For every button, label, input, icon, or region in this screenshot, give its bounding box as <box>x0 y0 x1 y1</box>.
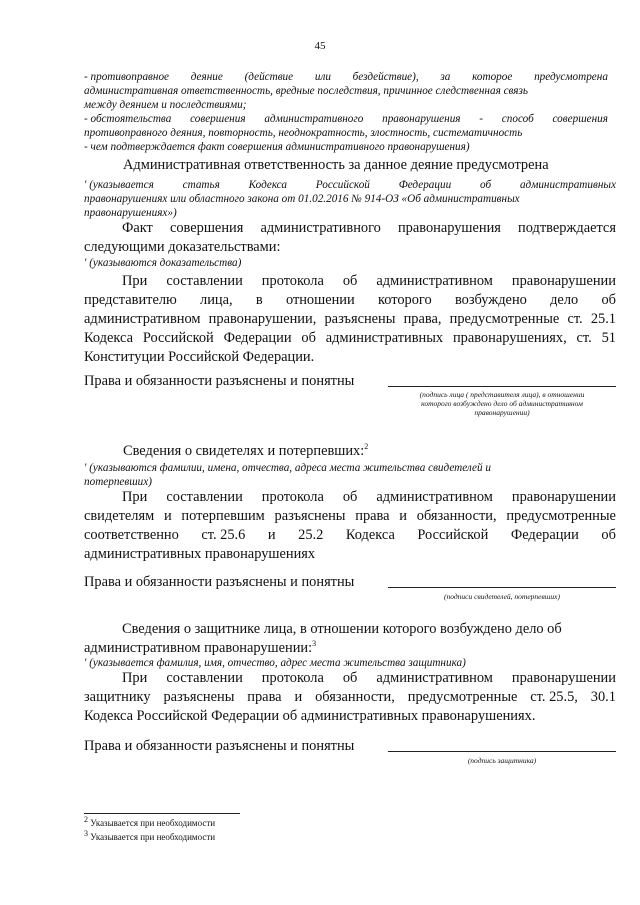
word: протокола <box>261 273 324 289</box>
word: составлении <box>166 489 243 505</box>
defender-line-2 <box>84 688 616 707</box>
word: об <box>601 527 616 543</box>
word: 25.2 <box>298 527 324 543</box>
footnote-2-text: Указывается при необходимости <box>90 818 216 828</box>
evidence-line-1 <box>84 219 616 238</box>
footnote-ref-3: 3 <box>312 639 317 649</box>
intro-line-4 <box>84 112 608 126</box>
word: 30.1 <box>590 689 616 705</box>
word: права, <box>403 311 442 327</box>
word: протокола <box>261 489 324 505</box>
page-number: 45 <box>314 40 326 52</box>
word: Кодекса <box>84 330 133 346</box>
word: права <box>247 689 282 705</box>
word: в <box>255 292 263 308</box>
word: Факт <box>122 220 153 236</box>
word: об <box>601 292 616 308</box>
intro-line-1 <box>84 70 608 84</box>
sign-caption-line-1: (подпись лица ( представителя лица), в отношении <box>419 390 585 399</box>
word: ст. 25.5, <box>530 689 578 705</box>
witnesses-hint-text-1: (указываются фамилии, имена, отчества, адреса места жительства свидетелей и <box>89 462 492 474</box>
liability-hint-line-1 <box>84 178 616 192</box>
word: свидетелям <box>84 508 155 524</box>
witnesses-hint-line-1 <box>84 461 616 475</box>
word: ' (указывается <box>84 179 154 191</box>
word: и <box>163 508 172 524</box>
word: и <box>399 508 407 524</box>
witnesses-heading <box>123 442 368 461</box>
defender-sign-line[interactable] <box>388 750 616 752</box>
word: ст. 25.6 <box>201 527 246 543</box>
liability-hint <box>84 178 616 220</box>
word: - противоправное <box>84 71 170 83</box>
word: Федерации <box>510 527 579 543</box>
word: административном <box>376 489 493 505</box>
word: административном <box>376 273 493 289</box>
witnesses-line-2 <box>84 507 616 526</box>
word: предусмотрена <box>534 71 608 83</box>
word: - обстоятельства <box>84 113 172 125</box>
word: Федерации <box>398 179 452 191</box>
defender-hint <box>84 656 466 670</box>
rights-offender-text <box>84 272 616 367</box>
evidence-hint-text: (указываются доказательства) <box>89 257 242 269</box>
word: разъяснены <box>324 311 396 327</box>
witnesses-hint <box>84 461 616 489</box>
word: представителю <box>84 292 177 308</box>
defender-hint-mark: ' <box>84 657 87 669</box>
rights-offender-line-2 <box>84 291 616 310</box>
word: правонарушения <box>382 113 461 125</box>
word: ст. <box>567 311 583 327</box>
evidence-hint-mark: ' <box>84 257 87 269</box>
intro-line-3: между деянием и последствиями; <box>84 99 247 111</box>
word: потерпевшим <box>181 508 265 524</box>
footnote-2 <box>84 815 216 829</box>
word: составлении <box>166 273 243 289</box>
word: правонарушении, <box>208 311 317 327</box>
word: предусмотренные <box>449 311 560 327</box>
witnesses-hint-mark: ' <box>84 462 87 474</box>
word: административном <box>84 311 201 327</box>
liability-hint-line-2: правонарушениях или областного закона от 01.02.2016 № 914-ОЗ «Об административных <box>84 193 520 205</box>
word: При <box>122 670 148 686</box>
word: административном <box>376 670 493 686</box>
word: дело <box>550 292 579 308</box>
word: - <box>479 113 484 125</box>
evidence-text <box>84 219 616 257</box>
word: Российской <box>315 179 370 191</box>
defender-hint-text: (указывается фамилия, имя, отчество, адрес места жительства защитника) <box>89 657 466 669</box>
word: и <box>267 527 276 543</box>
word: 51 <box>601 330 616 346</box>
word: об <box>480 179 492 191</box>
word: правонарушении <box>511 489 616 505</box>
intro-list <box>84 70 608 154</box>
word: предусмотренные <box>407 689 518 705</box>
word: за <box>440 71 451 83</box>
word: защитнику <box>84 689 151 705</box>
word: права <box>355 508 390 524</box>
word: отношении <box>285 292 355 308</box>
rights-offender-sign-line[interactable] <box>388 385 616 387</box>
word: административного <box>260 220 381 236</box>
defender-heading <box>84 620 616 658</box>
word: правонарушения <box>397 220 501 236</box>
word: возбуждено <box>454 292 527 308</box>
word: Федерации <box>223 330 292 346</box>
word: административного <box>264 113 364 125</box>
witnesses-hint-line-2: потерпевших) <box>84 476 152 488</box>
witnesses-line-4: административных правонарушениях <box>84 546 316 562</box>
sign-caption-line-3: правонарушении) <box>474 408 530 417</box>
footnote-3 <box>84 829 216 843</box>
footnote-ref-2: 2 <box>364 442 369 452</box>
word: Российской <box>417 527 489 543</box>
word: совершения <box>190 113 246 125</box>
evidence-line-2: следующими доказательствами: <box>84 239 281 255</box>
witnesses-text <box>84 488 616 564</box>
word: об <box>342 670 358 686</box>
word: протокола <box>261 670 324 686</box>
witnesses-line-3 <box>84 526 616 545</box>
intro-line-6: - чем подтверждается факт совершения административного правонарушения) <box>84 141 470 153</box>
word: обязанности, <box>315 689 395 705</box>
word: об <box>301 330 316 346</box>
word: ст. <box>576 330 592 346</box>
word: При <box>122 489 148 505</box>
rights-offender-line-1 <box>84 272 616 291</box>
word: соответственно <box>84 527 179 543</box>
witnesses-sign-caption: (подписи свидетелей, потерпевших) <box>443 592 560 601</box>
word: правонарушении <box>511 273 616 289</box>
word: правонарушении <box>511 670 616 686</box>
word: административных <box>325 330 444 346</box>
rights-offender-sign-label: Права и обязанности разъяснены и понятны <box>84 373 355 389</box>
defender-heading-text-2: административном правонарушении: <box>84 640 313 656</box>
intro-line-2: административная ответственность, вредные последствия, причинное следственная связь <box>84 85 528 97</box>
word: статья <box>182 179 220 191</box>
word: Кодекса <box>248 179 287 191</box>
word: правонарушениях, <box>452 330 567 346</box>
footnote-separator <box>84 813 240 814</box>
witnesses-line-1 <box>84 488 616 507</box>
word: разъяснены <box>274 508 346 524</box>
word: способ <box>501 113 534 125</box>
word: совершения <box>169 220 244 236</box>
word: совершения <box>552 113 608 125</box>
word: об <box>342 273 358 289</box>
footnote-3-text: Указывается при необходимости <box>90 832 216 842</box>
witnesses-heading-text: Сведения о свидетелях и потерпевших: <box>123 443 365 459</box>
sign-caption-line-2: которого возбуждено дело об административном <box>421 399 583 408</box>
witnesses-sign-label: Права и обязанности разъяснены и понятны <box>84 574 355 590</box>
rights-offender-sign-caption <box>388 390 616 417</box>
defender-line-3: Кодекса Российской Федерации об административных правонарушениях. <box>84 708 536 724</box>
word: об <box>342 489 358 505</box>
word: обязанности, <box>416 508 497 524</box>
word: которого <box>377 292 432 308</box>
liability-hint-line-3: правонарушениях») <box>84 207 177 219</box>
intro-line-5: противоправного деяния, повторность, неоднократность, злостность, систематичность <box>84 127 523 139</box>
defender-line-1 <box>84 669 616 688</box>
word: Российской <box>142 330 214 346</box>
word: бездействие), <box>352 71 419 83</box>
word: административных <box>519 179 616 191</box>
word: лица, <box>200 292 233 308</box>
word: При <box>122 273 148 289</box>
defender-text <box>84 669 616 726</box>
word: Кодекса <box>345 527 395 543</box>
word: 25.1 <box>590 311 616 327</box>
rights-offender-line-4 <box>84 329 616 348</box>
rights-offender-line-5: Конституции Российской Федерации. <box>84 349 315 365</box>
rights-offender-line-3 <box>84 310 616 329</box>
evidence-hint <box>84 256 241 270</box>
defender-sign-label: Права и обязанности разъяснены и понятны <box>84 738 355 754</box>
defender-sign-caption: (подпись защитника) <box>467 756 537 765</box>
word: или <box>314 71 331 83</box>
word: и <box>294 689 303 705</box>
witnesses-sign-line[interactable] <box>388 586 616 588</box>
word: предусмотренные <box>506 508 616 524</box>
liability-heading: Административная ответственность за данное деяние предусмотрена <box>123 157 549 173</box>
defender-heading-line-1: Сведения о защитнике лица, в отношении которого возбуждено дело об <box>122 621 562 637</box>
footnote-3-ref: 3 <box>84 829 88 838</box>
word: разъяснены <box>163 689 235 705</box>
word: (действие <box>244 71 294 83</box>
word: составлении <box>166 670 243 686</box>
word: деяние <box>190 71 223 83</box>
word: подтверждается <box>518 220 616 236</box>
footnote-2-ref: 2 <box>84 815 88 824</box>
word: которое <box>472 71 513 83</box>
